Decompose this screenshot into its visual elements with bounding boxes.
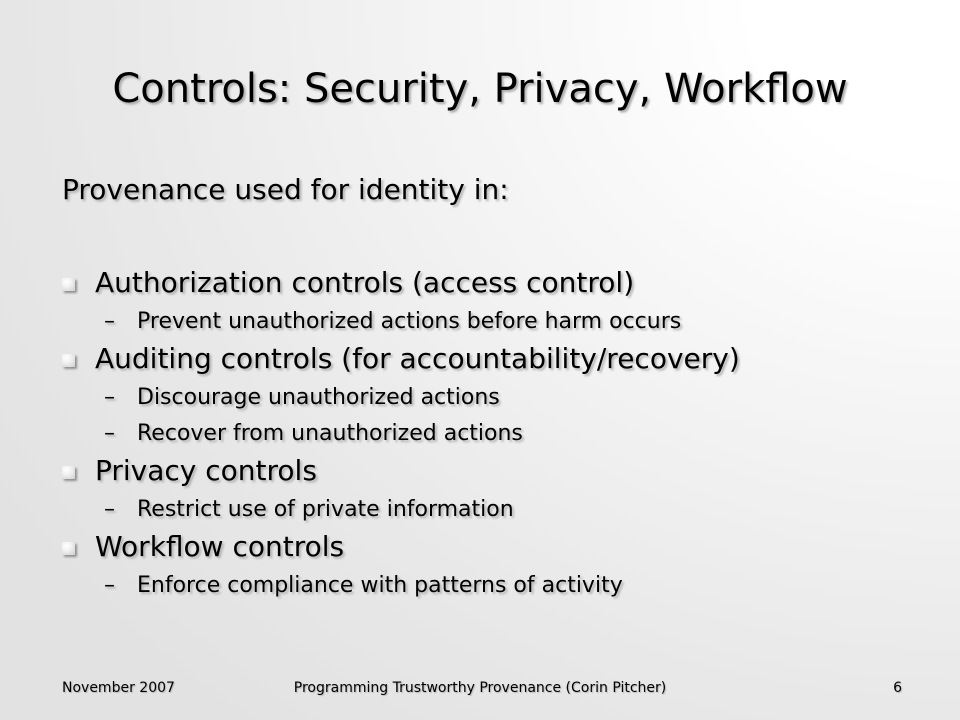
sub-bullet [62, 380, 942, 416]
sub-bullet-label: Prevent unauthorized actions before harm occurs [137, 309, 682, 334]
sub-bullet [62, 492, 942, 528]
bullet-item-workflow [62, 528, 942, 604]
sub-bullet-label: Recover from unauthorized actions [137, 421, 523, 446]
footer-presentation-title: Programming Trustworthy Provenance (Corin Pitcher) [293, 680, 667, 696]
square-bullet-icon [62, 354, 75, 367]
bullet-label: Authorization controls (access control) [95, 266, 635, 299]
sub-bullet [62, 304, 942, 340]
bullet-label: Auditing controls (for accountability/recovery) [95, 342, 740, 375]
slide-content [62, 168, 942, 604]
bullet-label: Privacy controls [95, 454, 317, 487]
sub-bullet [62, 568, 942, 604]
sub-bullet [62, 416, 942, 452]
square-bullet-icon [62, 278, 75, 291]
dash-marker: – [104, 309, 115, 334]
bullet-label: Workflow controls [95, 530, 345, 563]
footer-date: November 2007 [62, 680, 175, 696]
sub-bullet-label: Enforce compliance with patterns of activity [137, 573, 623, 598]
square-bullet-icon [62, 542, 75, 555]
bullet-item-authorization [62, 264, 942, 340]
bullet-item-privacy [62, 452, 942, 528]
slide-title: Controls: Security, Privacy, Workflow [112, 66, 848, 112]
slide-number: 6 [893, 680, 902, 696]
bullet-item-auditing [62, 340, 942, 452]
dash-marker: – [104, 385, 115, 410]
sub-bullet-label: Restrict use of private information [137, 497, 514, 522]
dash-marker: – [104, 421, 115, 446]
dash-marker: – [104, 573, 115, 598]
sub-bullet-label: Discourage unauthorized actions [137, 385, 500, 410]
dash-marker: – [104, 497, 115, 522]
intro-text: Provenance used for identity in: [62, 173, 509, 206]
square-bullet-icon [62, 466, 75, 479]
